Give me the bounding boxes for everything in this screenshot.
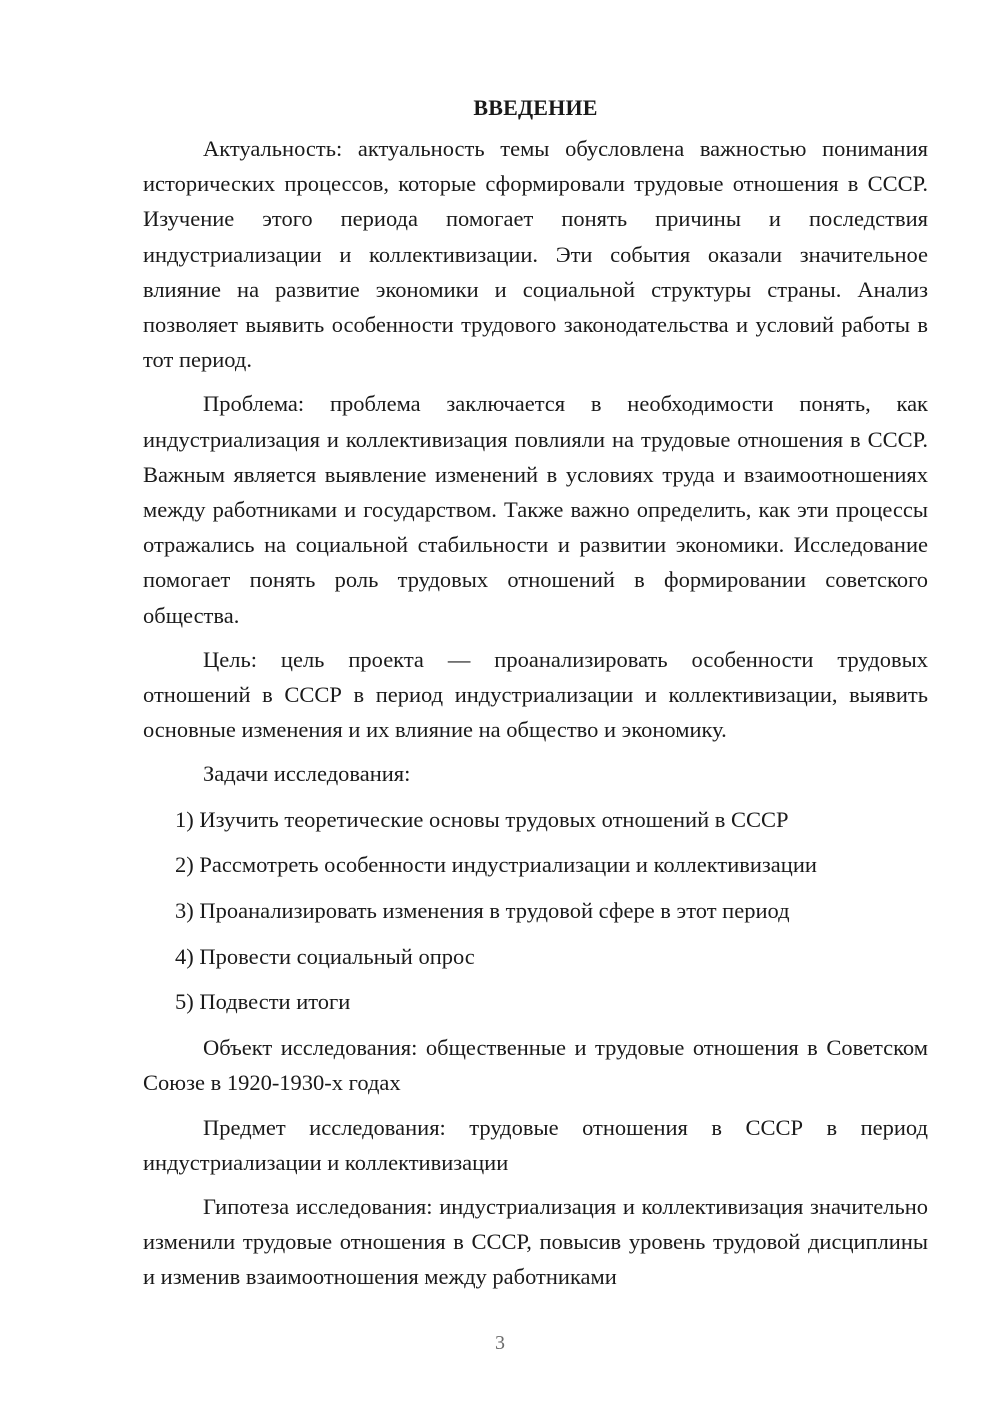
paragraph-subject: Предмет исследования: трудовые отношения в СССР в период индустриализации и коллективизации (143, 1114, 928, 1175)
list-item: 5) Подвести итоги (175, 989, 351, 1015)
page-number: 3 (495, 1332, 505, 1354)
list-item: 3) Проанализировать изменения в трудовой сфере в этот период (175, 898, 790, 924)
paragraph-problem: Проблема: проблема заключается в необходимости понять, как индустриализация и коллективизация повлияли на трудовые отношения в СССР. Важным является выявление изменений в условиях труда и взаимоотношениях между работниками и государством. Также важно определить, как эти процессы отражались на социальной стабильности и развитии экономики. Исследование помогает понять роль трудовых отношений в формировании советского общества. (143, 391, 928, 628)
list-item: 4) Провести социальный опрос (175, 943, 475, 969)
paragraph-object: Объект исследования: общественные и трудовые отношения в Советском Союзе в 1920-1930-х годах (143, 1035, 928, 1096)
list-item: 1) Изучить теоретические основы трудовых отношений в СССР (175, 806, 789, 832)
task-list (143, 802, 928, 1020)
paragraph-goal: Цель: цель проекта — проанализировать особенности трудовых отношений в СССР в период индустриализации и коллективизации, выявить основные изменения и их влияние на общество и экономику. (143, 646, 928, 743)
list-item: 2) Рассмотреть особенности индустриализации и коллективизации (175, 852, 817, 878)
document-page (143, 90, 928, 1304)
paragraph-hypothesis: Гипотеза исследования: индустриализация и коллективизация значительно изменили трудовые отношения в СССР, повысив уровень трудовой дисциплины и изменив взаимоотношения между работниками (143, 1193, 928, 1290)
paragraph-relevance: Актуальность: актуальность темы обусловлена важностью понимания исторических процессов, которые сформировали трудовые отношения в СССР. Изучение этого периода помогает понять причины и последствия индустриализации и коллективизации. Эти события оказали значительное влияние на развитие экономики и социальной структуры страны. Анализ позволяет выявить особенности трудового законодательства и условий работы в тот период. (143, 136, 928, 373)
page-title: ВВЕДЕНИЕ (473, 95, 598, 120)
tasks-heading: Задачи исследования: (203, 761, 411, 787)
